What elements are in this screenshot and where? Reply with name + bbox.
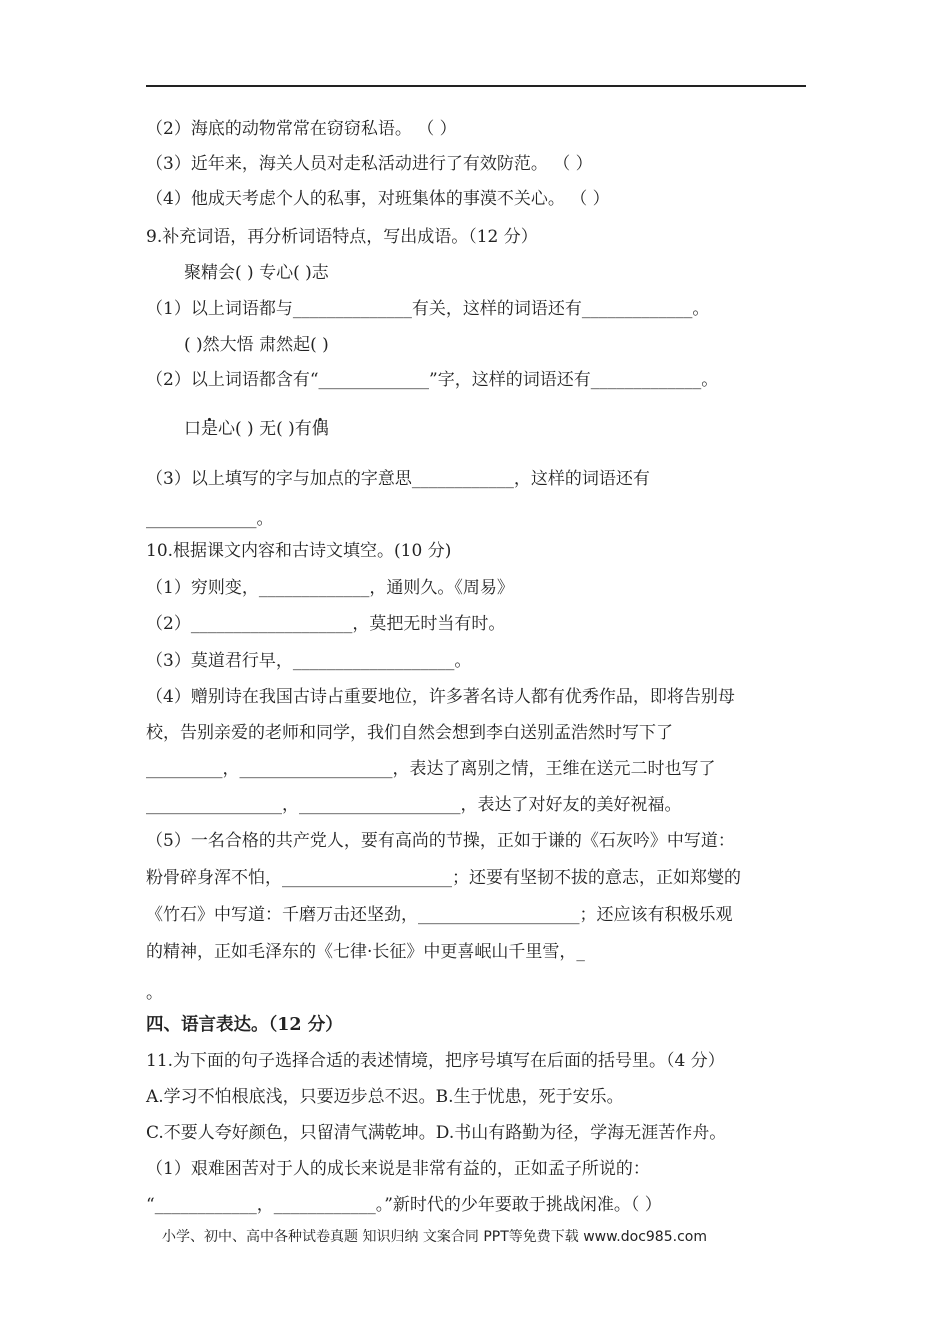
q9-word-row-1: 聚精会( ) 专心( )志 — [184, 263, 329, 283]
q10-sub-4-line-3: _________，__________________，表达了离别之情，王维在送元二时也写了 — [146, 759, 716, 779]
q9-sub-3: （3）以上填写的字与加点的字意思____________，这样的词语还有 — [146, 469, 650, 489]
q9-title: 9.补充词语，再分析词语特点，写出成语。（12 分） — [146, 227, 538, 247]
q10-sub-5-line-1: （5）一名合格的共产党人，要有高尚的节操，正如于谦的《石灰吟》中写道： — [146, 831, 735, 851]
q8-item-4: （4）他成天考虑个人的私事，对班集体的事漠不关心。 （ ） — [146, 189, 610, 209]
q11-title: 11.为下面的句子选择合适的表述情境，把序号填写在后面的括号里。（4 分） — [146, 1051, 725, 1071]
q11-sub-1-line-1: （1）艰难困苦对于人的成长来说是非常有益的，正如孟子所说的： — [146, 1159, 650, 1179]
q9-sub-3-cont: _____________。 — [146, 509, 274, 529]
q9-sub-2: （2）以上词语都含有“_____________”字，这样的词语还有_____________。 — [146, 370, 719, 390]
q10-sub-5-line-2: 粉骨碎身浑不怕，____________________；还要有坚韧不拔的意志，正如郑燮的 — [146, 868, 741, 888]
dotted-char-ou: 偶 — [311, 419, 329, 439]
q8-item-3: （3）近年来，海关人员对走私活动进行了有效防范。 （ ） — [146, 154, 593, 174]
q10-sub-5-line-4: 的精神，正如毛泽东的《七律·长征》中更喜岷山千里雪，_ — [146, 942, 585, 962]
q11-options-cd: C.不要人夸好颜色，只留清气满乾坤。D.书山有路勤为径，学海无涯苦作舟。 — [146, 1123, 727, 1143]
section-4-heading: 四、语言表达。（12 分） — [146, 1015, 343, 1035]
q10-sub-1: （1）穷则变，_____________，通则久。《周易》 — [146, 578, 514, 598]
q10-sub-4-line-1: （4）赠别诗在我国古诗占重要地位，许多著名诗人都有优秀作品，即将告别母 — [146, 687, 735, 707]
q10-sub-5-line-5: 。 — [146, 983, 163, 1003]
q10-sub-3: （3）莫道君行早，___________________。 — [146, 651, 472, 671]
q10-sub-5-line-3: 《竹石》中写道：千磨万击还坚劲，___________________；还应该有积极乐观 — [146, 905, 733, 925]
dotted-char-shi: 是 — [201, 419, 218, 439]
q11-options-ab: A.学习不怕根底浅，只要迈步总不迟。B.生于忧患，死于安乐。 — [146, 1087, 624, 1107]
q10-sub-4-line-2: 校，告别亲爱的老师和同学，我们自然会想到李白送别孟浩然时写下了 — [146, 723, 673, 743]
q10-sub-4-line-4: ________________，___________________，表达了对好友的美好祝福。 — [146, 795, 682, 815]
q9-word-row-3: 口是心( ) 无( )有偶 — [184, 419, 329, 439]
q10-sub-2: （2）___________________，莫把无时当有时。 — [146, 614, 506, 634]
q11-sub-1-line-2: “____________，____________。”新时代的少年要敢于挑战闲准。（ ） — [146, 1195, 662, 1215]
top-rule — [146, 85, 806, 87]
q9-sub-1: （1）以上词语都与______________有关，这样的词语还有_____________。 — [146, 299, 710, 319]
footer-text: 小学、初中、高中各种试卷真题 知识归纳 文案合同 PPT等免费下载 www.doc985.com — [162, 1229, 707, 1245]
q9-word-row-2: ( )然大悟 肃然起( ) — [184, 335, 329, 355]
q8-item-2: （2）海底的动物常常在窃窃私语。 （ ） — [146, 119, 457, 139]
q10-title: 10.根据课文内容和古诗文填空。(10 分) — [146, 541, 452, 561]
